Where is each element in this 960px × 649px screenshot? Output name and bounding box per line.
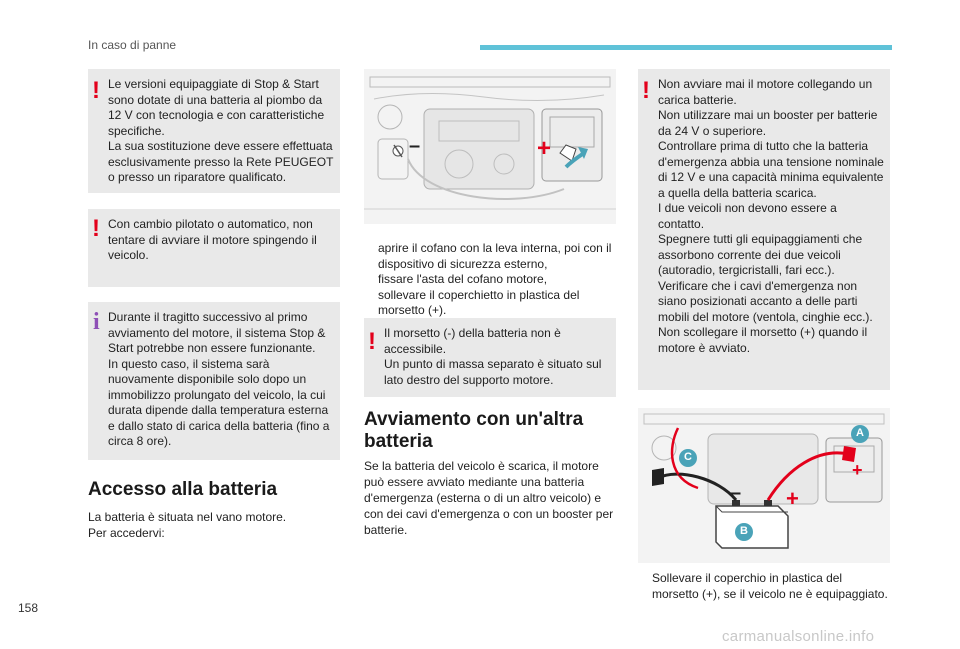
text-line: di 12 V e una capacità minima equivalente	[658, 170, 884, 184]
text-line: esclusivamente presso la Rete PEUGEOT	[108, 154, 334, 169]
text-line: Non avviare mai il motore collegando un	[658, 77, 873, 91]
negative-terminal-icon: –	[730, 482, 742, 504]
list-item	[364, 288, 620, 319]
text-line: Sollevare il coperchio in plastica del	[652, 571, 843, 585]
info-icon: i	[93, 309, 100, 335]
header-accent-bar	[480, 45, 892, 50]
jump-start-illustration	[638, 408, 890, 563]
text-line: durata dipende dalla temperatura esterna	[108, 403, 329, 417]
text-line: Le versioni equipaggiate di Stop & Start	[108, 77, 319, 91]
text-line: aprire il cofano con la leva interna, poi con il	[378, 241, 612, 255]
warning-box-stop-start	[88, 69, 340, 193]
text-line: da 24 V o superiore.	[658, 123, 767, 138]
jump-steps-list	[638, 571, 898, 602]
negative-terminal-icon: –	[409, 135, 421, 157]
positive-terminal-icon: +	[852, 460, 863, 480]
text-line: morsetto (+), se il veicolo ne è equipaggiato.	[652, 586, 888, 601]
text-line: I due veicoli non devono essere a	[658, 201, 837, 215]
text-line: La sua sostituzione deve essere effettuata	[108, 139, 333, 153]
text-line: nuovamente disponibile solo dopo un	[108, 372, 307, 386]
text-line: carica batterie.	[658, 92, 737, 107]
text-line: Start potrebbe non essere funzionante.	[108, 341, 316, 355]
warning-icon: !	[92, 215, 100, 242]
text-line: Se la batteria del veicolo è scarica, il motore	[364, 459, 599, 473]
text-line: e dallo stato di carica della batteria (fino a	[108, 418, 330, 433]
text-line: accessibile.	[384, 341, 447, 356]
text-line: fissare l'asta del cofano motore,	[378, 272, 548, 286]
text-line: Un punto di massa separato è situato sul	[384, 357, 602, 371]
page-number: 158	[18, 601, 39, 615]
text-line: siano posizionati accanto a delle parti	[658, 294, 858, 308]
text-line: Non scollegare il morsetto (+) quando il	[658, 325, 868, 339]
warning-box-jump-start	[638, 69, 890, 390]
text-line: circa 8 ore).	[108, 434, 172, 448]
text-line: 12 V con tecnologia e con caratteristiche	[108, 108, 325, 122]
text-line: contatto.	[658, 216, 705, 231]
text-line: d'emergenza (esterna o di un altro veicolo) e	[364, 491, 602, 505]
heading-accesso-batteria: Accesso alla batteria	[88, 479, 278, 500]
paragraph-accesso	[88, 509, 286, 541]
paragraph-avviamento	[364, 458, 613, 538]
access-steps-list	[364, 241, 620, 319]
text-line: a quella della batteria scarica.	[658, 185, 817, 200]
section-header-title: In caso di panne	[88, 38, 177, 52]
text-line: con dei cavi d'emergenza o con un booster per	[364, 507, 614, 521]
text-line: Controllare prima di tutto che la batteria	[658, 139, 869, 153]
warning-box-gearbox	[88, 209, 340, 287]
text-line: o presso un riparatore qualificato.	[108, 170, 287, 184]
text-line: veicolo.	[108, 248, 149, 262]
info-box-stop-start	[88, 302, 340, 460]
warning-icon: !	[368, 328, 376, 355]
text-line: sono dotate di una batteria al piombo da	[108, 92, 323, 107]
text-line: d'emergenza abbia una tensione nominale	[658, 154, 884, 169]
jump-start-drawing	[638, 408, 890, 563]
heading-line: batteria	[364, 431, 433, 452]
text-line: sollevare il coperchietto in plastica del	[378, 287, 580, 302]
engine-bay-drawing	[364, 69, 616, 224]
engine-bay-illustration	[364, 69, 616, 224]
warning-text	[108, 217, 334, 264]
warning-box-negative-terminal	[364, 318, 616, 397]
list-item	[364, 272, 620, 288]
positive-terminal-icon: +	[537, 135, 552, 162]
warning-text	[108, 77, 334, 186]
text-line: specifiche.	[108, 123, 165, 138]
text-line: morsetto (+).	[378, 303, 447, 317]
text-line: motore è avviato.	[658, 340, 751, 355]
text-line: mobili del motore (ventola, cinghie ecc.).	[658, 309, 873, 324]
text-line: La batteria è situata nel vano motore.	[88, 510, 287, 524]
text-line: tentare di avviare il motore spingendo il	[108, 232, 317, 247]
warning-text	[658, 77, 884, 356]
label-a: A	[856, 427, 864, 439]
text-line: assorbono corrente dei due veicoli	[658, 247, 841, 262]
text-line: In questo caso, il sistema sarà	[108, 356, 270, 371]
text-line: Il morsetto (-) della batteria non è	[384, 326, 561, 340]
text-line: Verificare che i cavi d'emergenza non	[658, 278, 858, 293]
label-c: C	[684, 451, 692, 463]
positive-terminal-icon: +	[786, 486, 799, 511]
text-line: lato destro del supporto motore.	[384, 372, 554, 387]
negative-terminal-icon: –	[678, 466, 687, 483]
text-line: immobilizzo prolungato del veicolo, la cui	[108, 387, 326, 402]
warning-icon: !	[642, 77, 650, 104]
list-item	[364, 241, 620, 272]
text-line: Non utilizzare mai un booster per batterie	[658, 108, 878, 122]
text-line: Spegnere tutti gli equipaggiamenti che	[658, 232, 863, 246]
heading-avviamento	[364, 409, 583, 453]
heading-line: Avviamento con un'altra	[364, 409, 584, 430]
text-line: può essere avviato mediante una batteria	[364, 475, 585, 489]
text-line: Con cambio pilotato o automatico, non	[108, 217, 313, 231]
list-item	[638, 571, 898, 602]
text-line: batterie.	[364, 523, 408, 537]
text-line: Durante il tragitto successivo al primo	[108, 310, 308, 324]
label-b: B	[740, 525, 748, 537]
text-line: (autoradio, tergicristalli, fari ecc.).	[658, 263, 835, 277]
text-line: avviamento del motore, il sistema Stop &	[108, 325, 326, 340]
text-line: dispositivo di sicurezza esterno,	[378, 256, 548, 271]
warning-text	[384, 326, 610, 388]
text-line: Per accedervi:	[88, 526, 165, 540]
warning-icon: !	[92, 77, 100, 104]
info-text	[108, 310, 334, 450]
watermark: carmanualsonline.info	[722, 628, 875, 645]
